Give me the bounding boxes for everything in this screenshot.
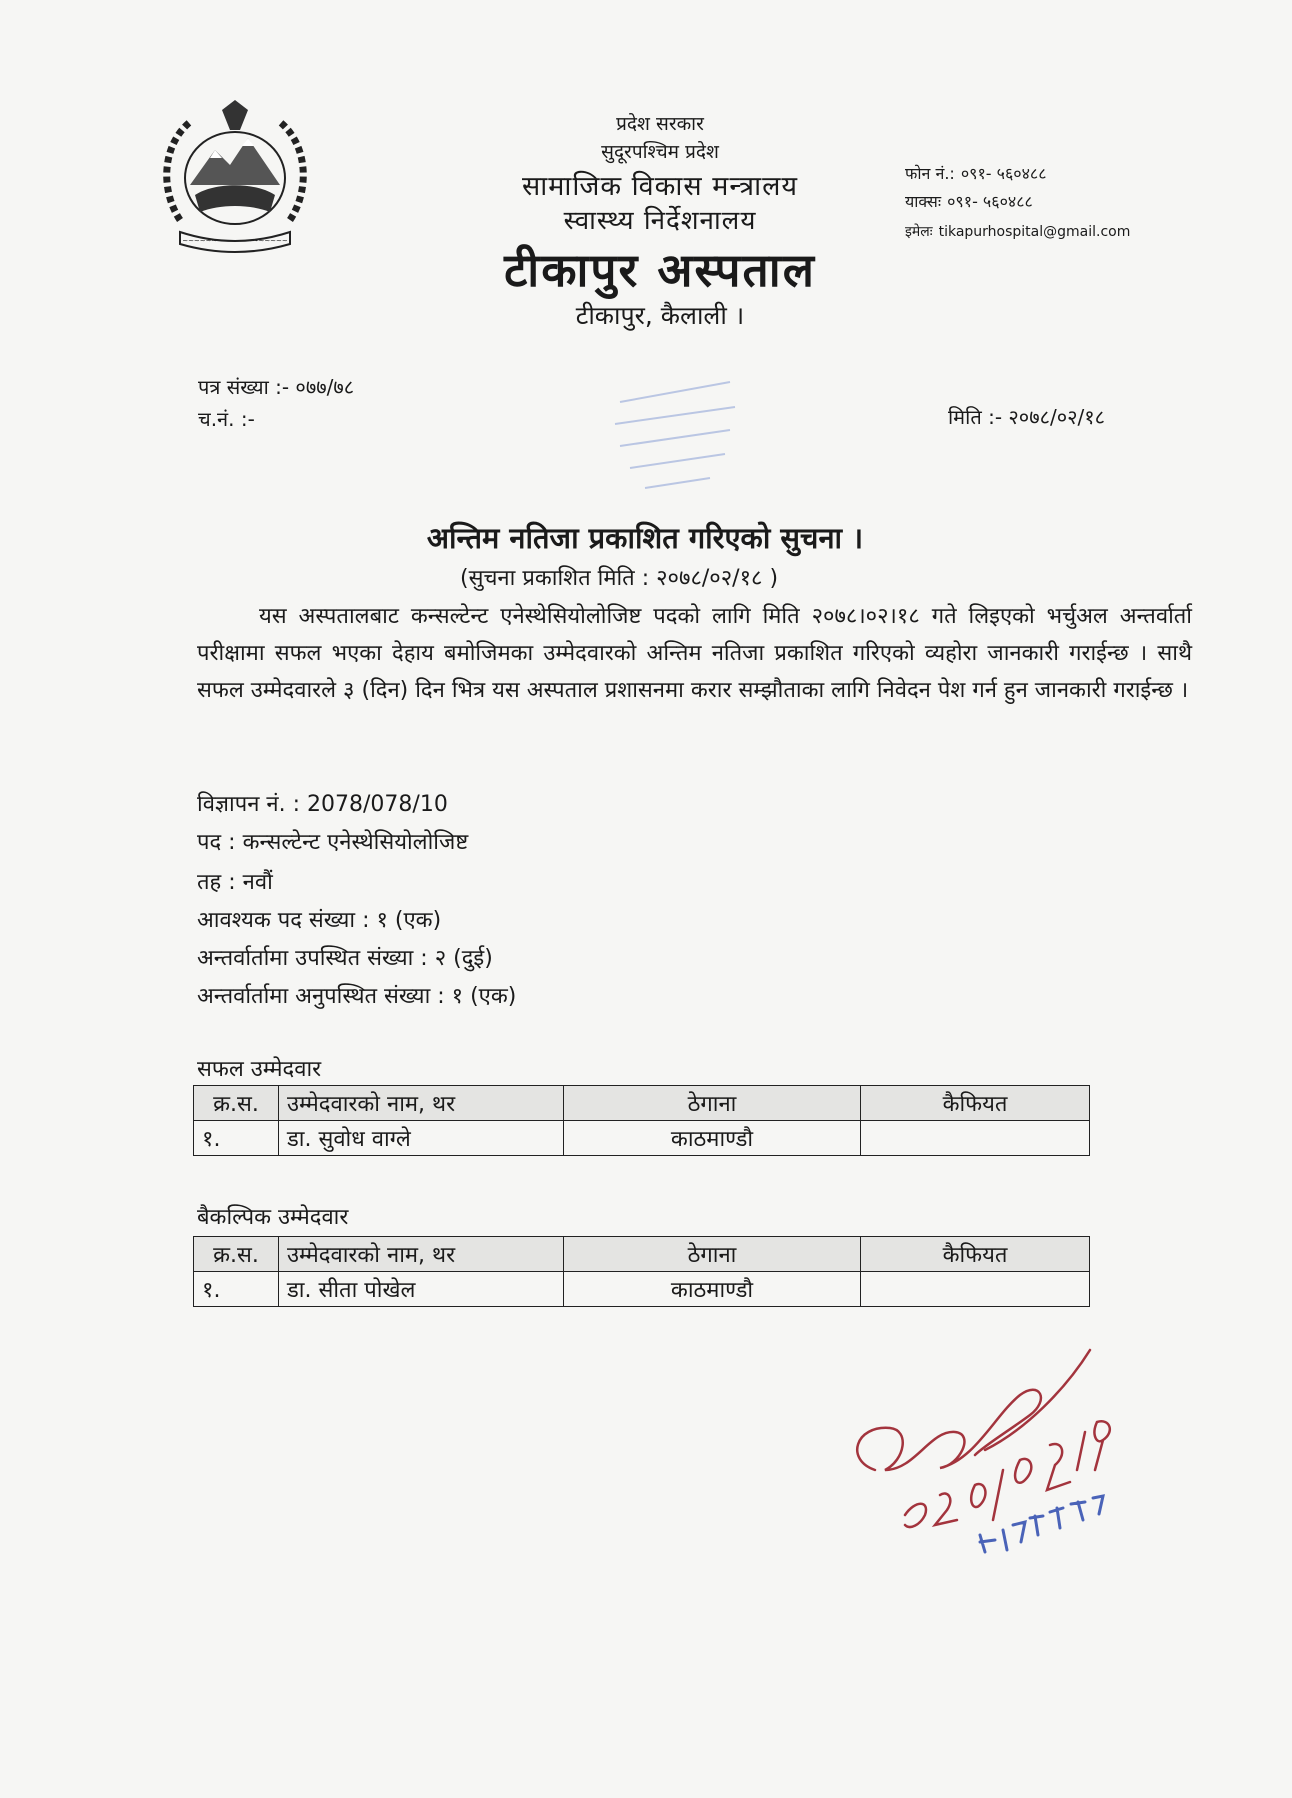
alternate-heading: बैकल्पिक उम्मेदवार bbox=[197, 1205, 349, 1230]
cell-address: काठमाण्डौ bbox=[564, 1121, 861, 1156]
email-value: tikapurhospital@gmail.com bbox=[938, 224, 1131, 240]
letter-number: पत्र संख्या :- ०७७/७८ bbox=[198, 375, 355, 399]
office-stamp-icon bbox=[590, 362, 760, 512]
header-ministry: सामाजिक विकास मन्त्रालय bbox=[521, 171, 799, 202]
hospital-address: टीकापुर, कैलाली । bbox=[575, 301, 745, 330]
table-header-row bbox=[194, 1086, 1090, 1121]
notice-title: अन्तिम नतिजा प्रकाशित गरिएको सुचना । bbox=[426, 521, 864, 555]
signature-icon bbox=[835, 1320, 1145, 1570]
fax-value: ०९१- ५६०४८८ bbox=[947, 192, 1033, 211]
advertisement-number: विज्ञापन नं. : 2078/078/10 bbox=[197, 792, 448, 817]
absent-count: अन्तर्वार्तामा अनुपस्थित संख्या : १ (एक) bbox=[197, 984, 517, 1009]
dispatch-number: च.नं. :- bbox=[198, 407, 255, 431]
col-name: उम्मेदवारको नाम, थर bbox=[279, 1237, 564, 1272]
header-province-name: सुदूरपश्चिम प्रदेश bbox=[601, 141, 719, 163]
contact-phone bbox=[905, 162, 1047, 184]
email-label: इमेलः bbox=[905, 224, 933, 240]
cell-serial: १. bbox=[194, 1272, 279, 1307]
cell-address: काठमाण्डौ bbox=[564, 1272, 861, 1307]
letter-date: मिति :- २०७८/०२/१८ bbox=[948, 405, 1106, 429]
header-province-government: प्रदेश सरकार bbox=[616, 113, 704, 135]
cell-remarks bbox=[861, 1272, 1090, 1307]
contact-email bbox=[905, 222, 1130, 241]
successful-candidates-table bbox=[193, 1085, 1090, 1156]
fax-label: याक्सः bbox=[905, 192, 942, 211]
cell-remarks bbox=[861, 1121, 1090, 1156]
present-count: अन्तर्वार्तामा उपस्थित संख्या : २ (दुई) bbox=[197, 946, 493, 971]
table-row bbox=[194, 1272, 1090, 1307]
table-header-row bbox=[194, 1237, 1090, 1272]
nepal-emblem-icon bbox=[150, 100, 320, 260]
successful-heading: सफल उम्मेदवार bbox=[197, 1057, 322, 1082]
col-serial: क्र.स. bbox=[194, 1086, 279, 1121]
post-level: तह : नवौं bbox=[197, 870, 273, 895]
col-remarks: कैफियत bbox=[861, 1086, 1090, 1121]
post-name: पद : कन्सल्टेन्ट एनेस्थेसियोलोजिष्ट bbox=[197, 830, 469, 855]
notice-body: यस अस्पतालबाट कन्सल्टेन्ट एनेस्थेसियोलोजिष्ट पदको लागि मिति २०७८।०२।१८ गते लिइएको भर्चुअल अन्तर्वार्ता परीक्षामा सफल भएका देहाय बमोजिमका उम्मेदवारको अन्तिम नतिजा प्रकाशित गरिएको व्यहोरा जानकारी गराईन्छ । साथै सफल उम्मेदवारले ३ (दिन) दिन भित्र यस अस्पताल प्रशासनमा करार सम्झौताका लागि निवेदन पेश गर्न हुन जानकारी गराईन्छ । bbox=[197, 604, 1192, 703]
header-directorate: स्वास्थ्य निर्देशनालय bbox=[563, 206, 757, 236]
svg-text:~~~~~~~~~~~~~~~~~~: ~~~~~~~~~~~~~~~~~~ bbox=[182, 237, 288, 245]
table-row bbox=[194, 1121, 1090, 1156]
col-name: उम्मेदवारको नाम, थर bbox=[279, 1086, 564, 1121]
col-address: ठेगाना bbox=[564, 1086, 861, 1121]
col-address: ठेगाना bbox=[564, 1237, 861, 1272]
phone-label: फोन नं.: bbox=[905, 164, 955, 183]
cell-name: डा. सुवोध वाग्ले bbox=[279, 1121, 564, 1156]
cell-name: डा. सीता पोखेल bbox=[279, 1272, 564, 1307]
notice-publish-date: (सुचना प्रकाशित मिति : २०७८/०२/१८ ) bbox=[460, 566, 779, 591]
cell-serial: १. bbox=[194, 1121, 279, 1156]
col-remarks: कैफियत bbox=[861, 1237, 1090, 1272]
alternate-candidates-table bbox=[193, 1236, 1090, 1307]
hospital-name: टीकापुर अस्पताल bbox=[504, 243, 816, 297]
required-post-count: आवश्यक पद संख्या : १ (एक) bbox=[197, 908, 442, 933]
contact-fax bbox=[905, 190, 1033, 212]
col-serial: क्र.स. bbox=[194, 1237, 279, 1272]
phone-value: ०९१- ५६०४८८ bbox=[960, 164, 1047, 183]
